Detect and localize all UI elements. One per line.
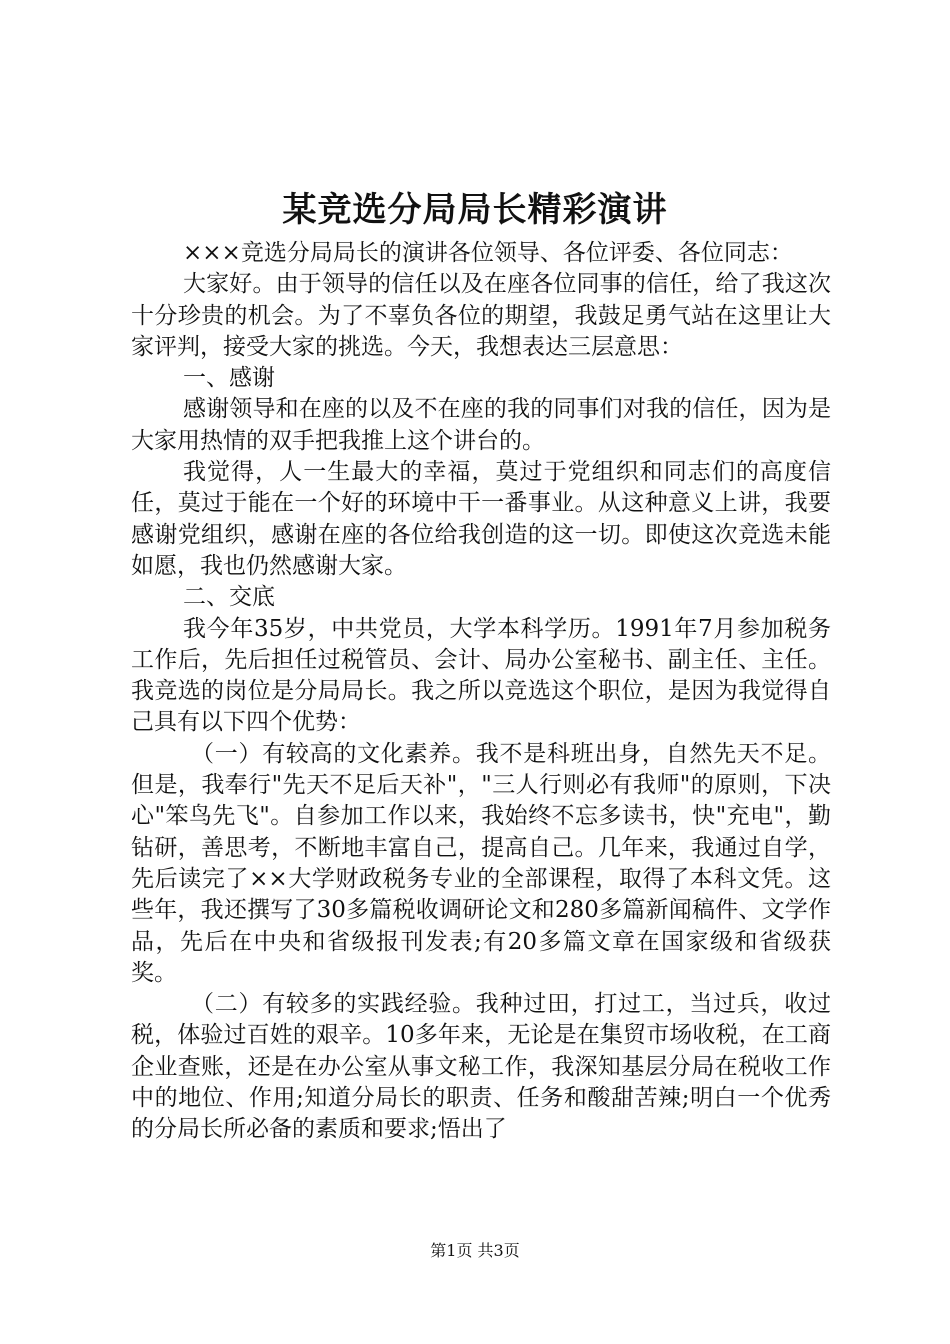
- heading-thanks: 一、感谢: [183, 365, 275, 392]
- heading-background: 二、交底: [183, 584, 275, 611]
- paragraph-advantage-2: （二）有较多的实践经验。我种过田，打过工，当过兵，收过税，体验过百姓的艰辛。10多年来，无论是在集贸市场收税，在工商企业查账，还是在办公室从事文秘工作，我深知基层分局在税收工作中的地位、作用;知道分局长的职责、任务和酸甜苦辣;明白一个优秀的分局长所必备的素质和要求;悟出了: [131, 991, 831, 1143]
- document-title: 某竞选分局局长精彩演讲: [282, 190, 668, 230]
- paragraph-thanks-2: 我觉得，人一生最大的幸福，莫过于党组织和同志们的高度信任，莫过于能在一个好的环境中干一番事业。从这种意义上讲，我要感谢党组织，感谢在座的各位给我创造的这一切。即使这次竞选未能如愿，我也仍然感谢大家。: [131, 459, 831, 579]
- document-body: [131, 238, 831, 1146]
- paragraph-thanks-1: 感谢领导和在座的以及不在座的我的同事们对我的信任，因为是大家用热情的双手把我推上这个讲台的。: [131, 396, 831, 454]
- paragraph-greeting: 大家好。由于领导的信任以及在座各位同事的信任，给了我这次十分珍贵的机会。为了不辜负各位的期望，我鼓足勇气站在这里让大家评判，接受大家的挑选。今天，我想表达三层意思：: [131, 271, 831, 360]
- page-footer: 第1页 共3页: [430, 1241, 520, 1260]
- paragraph-advantage-1: （一）有较高的文化素养。我不是科班出身，自然先天不足。但是，我奉行"先天不足后天补"，"三人行则必有我师"的原则，下决心"笨鸟先飞"。自参加工作以来，我始终不忘多读书，快"充电"，勤钻研，善思考，不断地丰富自己，提高自己。几年来，我通过自学，先后读完了××大学财政税务专业的全部课程，取得了本科文凭。这些年，我还撰写了30多篇税收调研论文和280多篇新闻稿件、文学作品，先后在中央和省级报刊发表;有20多篇文章在国家级和省级获奖。: [131, 740, 831, 986]
- paragraph-background: 我今年35岁，中共党员，大学本科学历。1991年7月参加税务工作后，先后担任过税管员、会计、局办公室秘书、副主任、主任。我竞选的岗位是分局局长。我之所以竞选这个职位，是因为我觉得自己具有以下四个优势：: [131, 615, 831, 736]
- paragraph-salutation: ×××竞选分局局长的演讲各位领导、各位评委、各位同志：: [183, 240, 793, 266]
